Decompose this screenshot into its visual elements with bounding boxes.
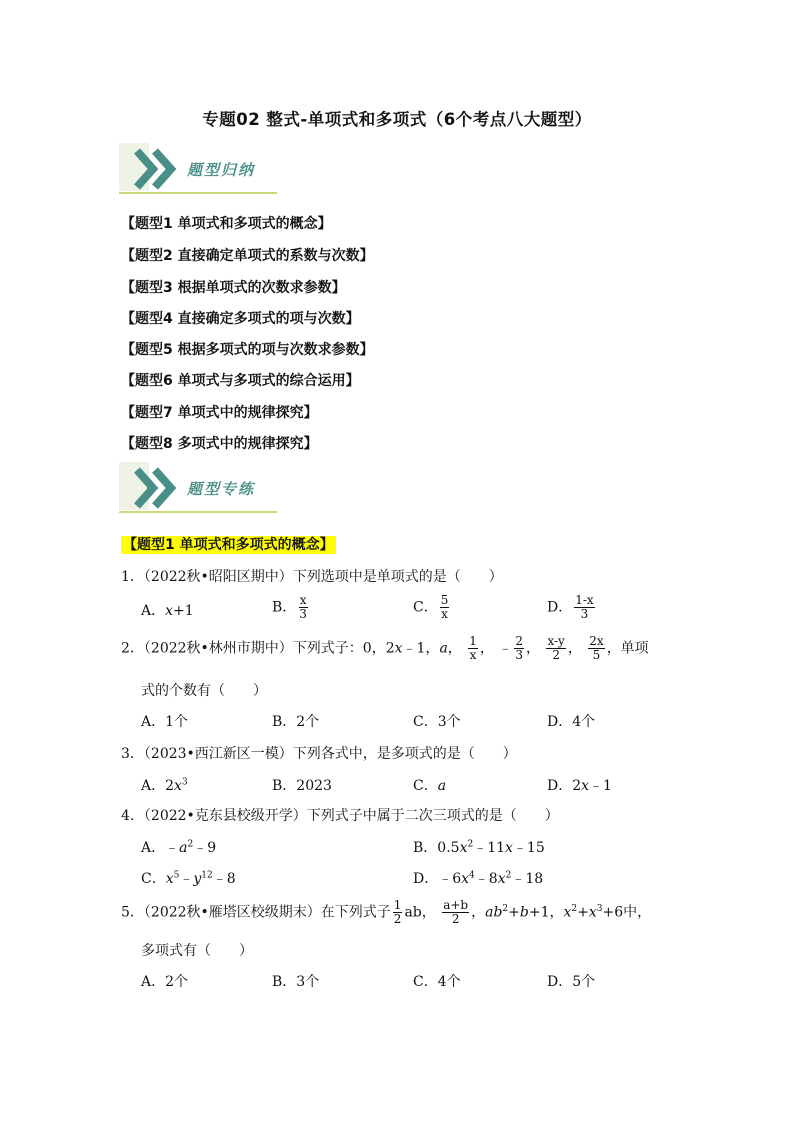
banner-title: 题型归纳 [187,161,256,179]
q1-option-d[interactable]: D． $\frac{1-x}{3}$ [547,593,594,622]
q5-option-c[interactable]: C．4个 [413,974,461,990]
banner-title: 题型专练 [187,480,256,498]
q3-option-a[interactable]: A．$2x^3$ [141,777,188,794]
toc-item-7[interactable]: 【题型7 单项式中的规律探究】 [121,405,318,421]
toc-item-1[interactable]: 【题型1 单项式和多项式的概念】 [121,216,332,232]
q2-option-b[interactable]: B．2个 [272,714,320,730]
section-heading [121,534,336,554]
section-banner-practice [119,462,277,514]
question-5-stem-cont: 多项式有（ ） [141,943,253,959]
question-3-stem: 3．（2023•西江新区一模）下列各式中，是多项式的是（ ） [121,746,517,762]
section-banner-summary [119,143,277,195]
question-5-stem: 5．（2022秋•雁塔区校级期末）在下列式子 $\frac{1}{2}$ ab， $\frac{a+b}{2}$ ，$ab^2+b+1$，$x^2+x^3+6$中， [121,898,652,927]
fraction: $\frac{5}{x}$ [440,593,449,622]
fraction: $\frac{1-x}{3}$ [575,593,594,622]
q1-option-b[interactable]: B． $\frac{x}{3}$ [272,593,307,622]
q2-option-c[interactable]: C．3个 [413,714,461,730]
fraction: $\frac{x}{3}$ [299,593,307,622]
q3-option-d[interactable]: D．2x﹣1 [547,778,612,794]
q4-option-d[interactable]: D．$﹣6x^4﹣8x^2﹣18$ [413,870,544,887]
q3-option-b[interactable]: B．2023 [272,778,332,794]
question-2-stem: 2．（2022秋•林州市期中）下列式子：0，2x﹣1，a， $\frac{1}{x}$ ， ﹣ $\frac{2}{3}$ ， $\frac{x-y}{2}$ ， $\frac{2x}{5}$ ，单项 [121,634,649,663]
toc-item-8[interactable]: 【题型8 多项式中的规律探究】 [121,436,318,452]
toc-item-3[interactable]: 【题型3 根据单项式的次数求参数】 [121,280,346,296]
page-title: 专题02 整式-单项式和多项式（6个考点八大题型） [202,110,592,129]
q4-option-b[interactable]: B．$0.5x^2﹣11x﹣15$ [413,839,545,856]
q4-option-a[interactable]: A．$﹣a^2﹣9$ [141,839,217,856]
q1-option-c[interactable]: C． $\frac{5}{x}$ [413,593,449,622]
question-4-stem: 4．（2022•克东县校级开学）下列式子中属于二次三项式的是（ ） [121,808,559,824]
toc-item-2[interactable]: 【题型2 直接确定单项式的系数与次数】 [121,248,374,264]
q5-option-d[interactable]: D．5个 [547,974,596,990]
toc-item-4[interactable]: 【题型4 直接确定多项式的项与次数】 [121,311,360,327]
q5-option-a[interactable]: A．2个 [141,974,189,990]
q5-option-b[interactable]: B．3个 [272,974,320,990]
q2-option-d[interactable]: D．4个 [547,714,596,730]
question-1-stem: 1．（2022秋•昭阳区期中）下列选项中是单项式的是（ ） [121,569,503,585]
q1-option-a[interactable]: A．x+1 [141,603,194,619]
toc-item-5[interactable]: 【题型5 根据多项式的项与次数求参数】 [121,342,374,358]
toc-item-6[interactable]: 【题型6 单项式与多项式的综合运用】 [121,373,360,389]
section-heading-text: 【题型1 单项式和多项式的概念】 [123,537,334,553]
q4-option-c[interactable]: C．$x^5﹣y^{12}﹣8$ [141,870,236,887]
question-2-stem-cont: 式的个数有（ ） [141,683,267,699]
q2-option-a[interactable]: A．1个 [141,714,189,730]
q3-option-c[interactable]: C．a [413,778,447,794]
